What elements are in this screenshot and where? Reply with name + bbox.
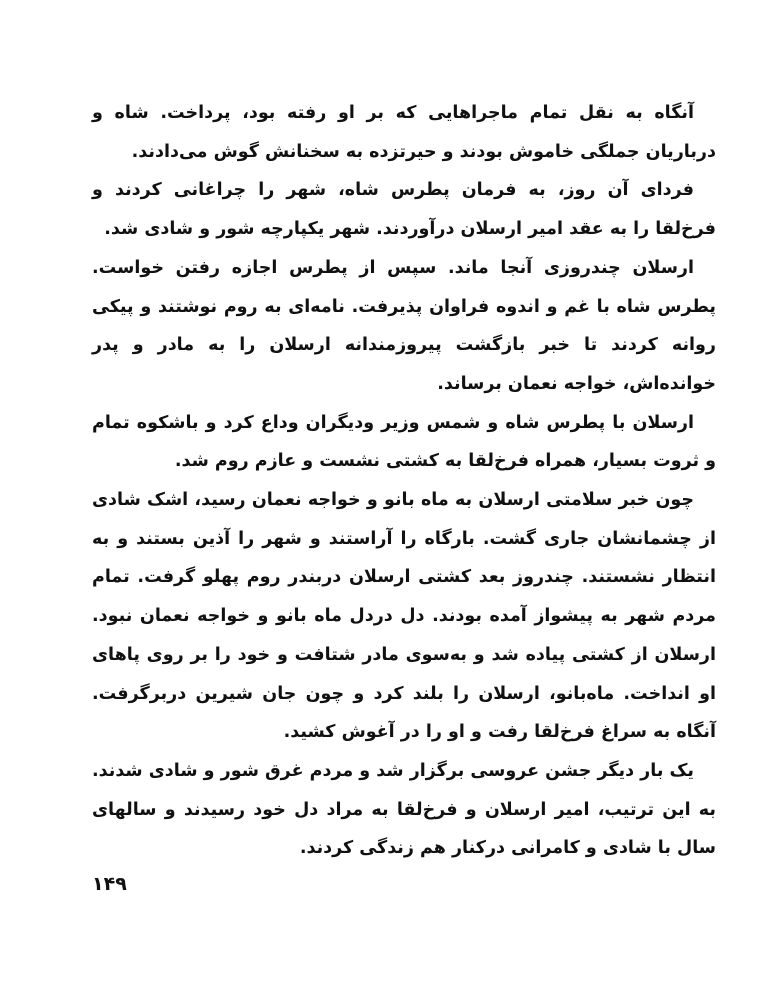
paragraph: آنگاه به نقل تمام ماجراهایی که بر او رفته بود، پرداخت. شاه و درباریان جملگی خاموش بودند و حیرتزده به سخنانش گوش می‌دادند.: [92, 103, 716, 162]
paragraph: ارسلان با پطرس شاه و شمس وزیر ودیگران وداع کرد و باشکوه تمام و ثروت بسیار، همراه فرخ‌لقا به کشتی نشست و عازم روم شد.: [92, 412, 716, 472]
paragraph: ارسلان چندروزی آنجا ماند. سپس از پطرس اجازه رفتن خواست. پطرس شاه با غم و اندوه فراوان پذیرفت. نامه‌ای به روم نوشتند و پیکی روانه کردند تا خبر بازگشت پیروزمندانه ارسلان را به مادر و پدر خوانده‌اش، خواجه نعمان برساند.: [92, 257, 716, 394]
page-number: ۱۴۹: [92, 873, 127, 895]
paragraph: چون خبر سلامتی ارسلان به ماه بانو و خواجه نعمان رسید، اشک شادی از چشمانشان جاری گشت. بارگاه را آراستند و شهر را آذین بستند و به انتظار نشستند. چندروز بعد کشتی ارسلان دربندر روم پهلو گرفت. تمام مردم شهر به پیشواز آمده بودند. دل دردل ماه بانو و خواجه نعمان نبود. ارسلان از کشتی پیاده شد و به‌سوی مادر شتافت و خود را بر روی پاهای او انداخت. ماه‌بانو، ارسلان را بلند کرد و چون جان شیرین دربرگرفت. آنگاه به سراغ فرخ‌لقا رفت و او را در آغوش کشید.: [92, 490, 716, 743]
paragraph: فردای آن روز، به فرمان پطرس شاه، شهر را چراغانی کردند و فرخ‌لقا را به عقد امیر ارسلان درآوردند. شهر یکپارچه شور و شادی شد.: [92, 180, 716, 240]
body-text: [92, 94, 716, 868]
paragraph: یک بار دیگر جشن عروسی برگزار شد و مردم غرق شور و شادی شدند. به این ترتیب، امیر ارسلان و فرخ‌لقا به مراد دل خود رسیدند و سالهای سال با شادی و کامرانی درکنار هم زندگی کردند.: [92, 760, 716, 859]
